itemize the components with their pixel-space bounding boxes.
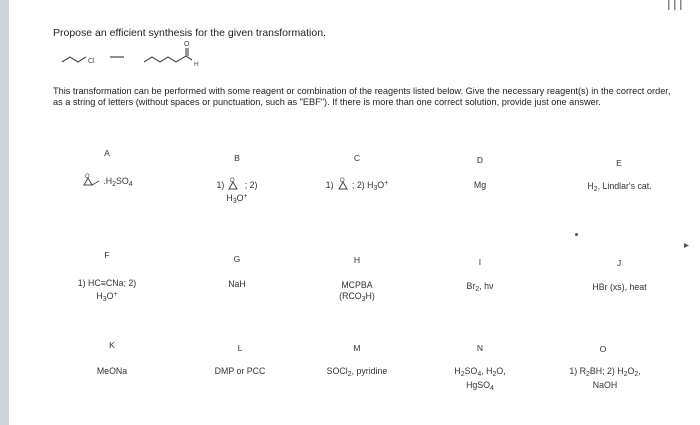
menu-icon[interactable] (662, 0, 690, 14)
reagent-a[interactable]: O $.H_2SO_4$ (52, 173, 162, 190)
reagent-k[interactable]: MeONa (96, 366, 128, 376)
reagent-i[interactable]: $Br_2$, hν (466, 281, 494, 293)
reagent-f[interactable]: 1) HC≡CNa; 2) $H_3O^+$ (77, 278, 137, 303)
reagent-letter-f: F (104, 250, 110, 260)
product-oxygen-label: O (184, 41, 190, 48)
reagent-o[interactable]: 1) $R_2BH$; 2) $H_2O_2$, NaOH (569, 366, 641, 390)
stray-mark (575, 233, 578, 236)
reagent-c[interactable]: 1) O ; 2) $H_3O^+$ (325, 178, 389, 192)
epoxide-structure (81, 173, 103, 187)
instructions-text: This transformation can be performed with some reagent or combination of the reagents listed below. Give the necessary reagent(s) in the correct order, as a string of letters (without spaces or punctuation, such as "EBF"). If there is more than one correct solution, provide just one answer. (53, 86, 671, 107)
reagent-letter-k: K (109, 340, 115, 350)
reagent-letter-c: C (353, 153, 361, 163)
reaction-scheme (58, 40, 228, 78)
reactant-cl-label: Cl (88, 58, 95, 65)
reagent-letter-i: I (478, 257, 482, 267)
reagent-letter-l: L (237, 343, 243, 353)
epoxide-structure (227, 177, 245, 191)
reactant-structure (62, 57, 86, 62)
reagent-letter-n: N (476, 343, 484, 353)
reagent-letter-b: B (234, 153, 240, 163)
svg-text:O: O (85, 174, 90, 180)
window-edge (0, 0, 9, 425)
question-prompt: Propose an efficient synthesis for the given transformation. (53, 27, 326, 39)
reagent-letter-d: D (476, 155, 484, 165)
reagent-letter-o: O (599, 344, 607, 354)
reagent-letter-g: G (233, 254, 241, 264)
svg-text:O: O (339, 178, 345, 184)
caret-icon (684, 243, 689, 248)
reagent-letter-m: M (353, 343, 361, 353)
reagent-b[interactable]: 1) O ; 2) $H_3O^+$ (216, 178, 258, 205)
reagent-e[interactable]: $H_2$, Lindlar's cat. (587, 181, 652, 193)
product-structure (144, 56, 192, 62)
epoxide-structure (336, 177, 352, 191)
reagent-letter-e: E (616, 158, 622, 168)
reagent-letter-j: J (616, 258, 622, 268)
reagent-h[interactable]: MCPBA $(RCO_3H)$ (339, 280, 375, 303)
reagent-letter-h: H (353, 255, 361, 265)
reagent-g[interactable]: NaH (228, 279, 246, 289)
reagent-letter-a: A (104, 148, 110, 158)
reagent-j[interactable]: HBr (xs), heat (592, 282, 647, 292)
reagent-l[interactable]: DMP or PCC (214, 366, 266, 376)
reagent-n[interactable]: $H_2SO_4$, $H_2O$, HgSO$_4$ (454, 366, 506, 392)
reagent-m[interactable]: SOCl$_2$, pyridine (326, 366, 388, 378)
reagent-d[interactable]: Mg (473, 180, 487, 190)
svg-text:O: O (229, 178, 235, 184)
product-h-label: H (194, 61, 199, 68)
